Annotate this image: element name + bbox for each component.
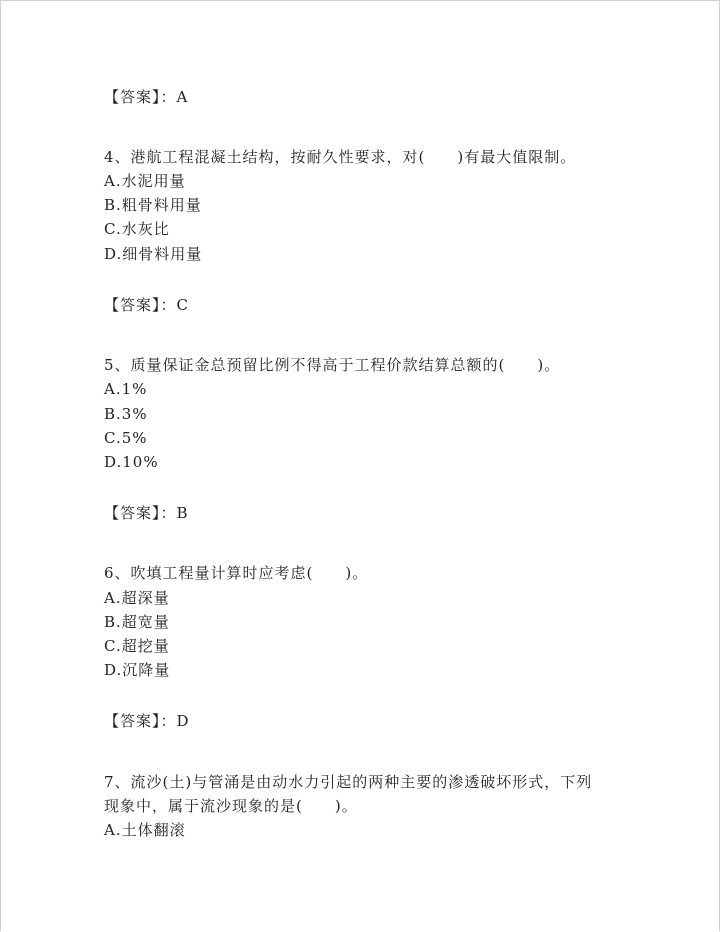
- question-6-option-c: C.超挖量: [104, 637, 170, 655]
- question-7-stem-line2: 现象中，属于流沙现象的是( )。: [104, 797, 358, 815]
- question-6-option-d: D.沉降量: [104, 661, 171, 679]
- question-4-option-b: B.粗骨料用量: [104, 196, 202, 214]
- answer-q6: 【答案】：D: [104, 712, 190, 730]
- question-7-stem-line1: 7、流沙(土)与管涌是由动水力引起的两种主要的渗透破坏形式，下列: [104, 773, 593, 791]
- question-6-stem: 6、吹填工程量计算时应考虑( )。: [104, 564, 369, 582]
- question-4-option-d: D.细骨料用量: [104, 245, 203, 263]
- answer-q3: 【答案】：A: [104, 88, 189, 106]
- question-4-stem: 4、港航工程混凝土结构，按耐久性要求，对( )有最大值限制。: [104, 148, 577, 166]
- question-5-option-a: A.1%: [104, 380, 148, 398]
- question-7-option-a: A.土体翻滚: [104, 821, 186, 839]
- question-6-option-a: A.超深量: [104, 589, 170, 607]
- question-5-option-d: D.10%: [104, 453, 159, 471]
- question-6-option-b: B.超宽量: [104, 613, 170, 631]
- answer-q4: 【答案】：C: [104, 296, 189, 314]
- question-5-option-b: B.3%: [104, 405, 148, 423]
- answer-q5: 【答案】：B: [104, 504, 189, 522]
- question-5-stem: 5、质量保证金总预留比例不得高于工程价款结算总额的( )。: [104, 356, 561, 374]
- question-4-option-a: A.水泥用量: [104, 172, 186, 190]
- question-4-option-c: C.水灰比: [104, 220, 170, 238]
- question-5-option-c: C.5%: [104, 429, 148, 447]
